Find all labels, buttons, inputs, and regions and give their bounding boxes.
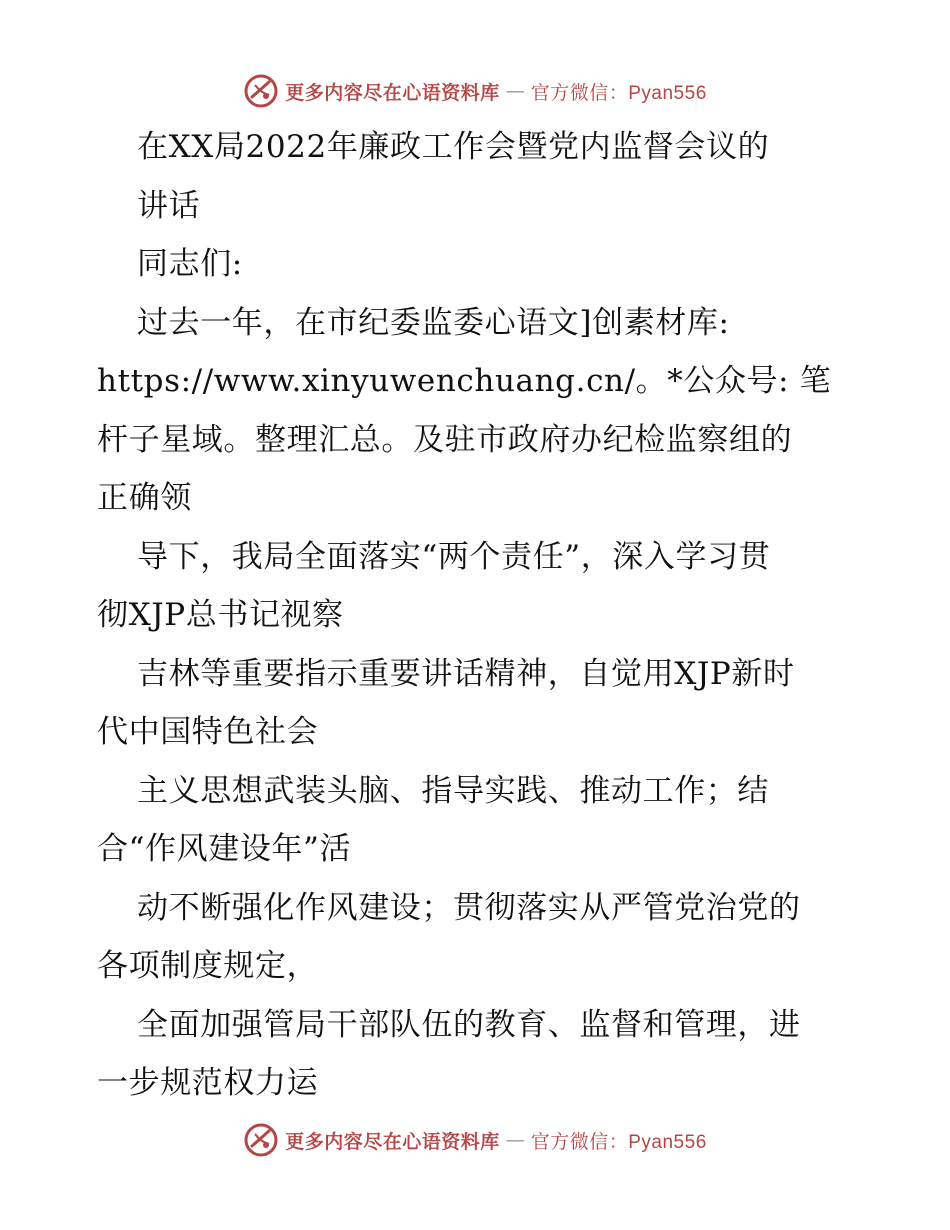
banner-separator: —	[505, 80, 525, 102]
text-line: 动不断强化作风建设；贯彻落实从严管党治党的	[137, 889, 801, 926]
text-line: https://www.xinyuwenchuang.cn/。*公众号: 笔	[97, 363, 832, 399]
banner-slogan: 更多内容尽在心语资料库	[285, 81, 500, 104]
text-line: 主义思想武装头脑、指导实践、推动工作；结	[137, 772, 769, 809]
text-line: 全面加强管局干部队伍的教育、监督和管理，进	[137, 1006, 801, 1043]
text-line: 正确领	[97, 480, 192, 516]
banner-slogan: 更多内容尽在心语资料库	[285, 1130, 500, 1153]
header-banner	[0, 71, 950, 111]
text-line: 一步规范权力运	[97, 1065, 319, 1101]
text-line: 各项制度规定，	[97, 948, 319, 984]
title-line-2: 讲话	[137, 187, 201, 224]
logo-icon	[243, 1122, 279, 1158]
logo-icon	[243, 73, 279, 109]
text-line: 吉林等重要指示重要讲话精神，自觉用XJP新时	[137, 655, 795, 692]
banner-contact: 官方微信：Pyan556	[530, 82, 707, 104]
text-line: 导下，我局全面落实“两个责任”，深入学习贯	[137, 538, 771, 575]
text-line: 代中国特色社会	[97, 714, 319, 750]
banner-separator: —	[505, 1129, 525, 1151]
text-line: 过去一年，在市纪委监委心语文]创素材库:	[137, 304, 730, 341]
text-line: 杆子星域。整理汇总。及驻市政府办纪检监察组的	[97, 421, 793, 458]
footer-banner	[0, 1120, 950, 1160]
text-line: 合“作风建设年”活	[97, 831, 352, 867]
salutation: 同志们:	[137, 246, 243, 282]
document-body	[97, 118, 857, 1113]
text-line: 彻XJP总书记视察	[97, 597, 344, 633]
title-line-1: 在XX局2022年廉政工作会暨党内监督会议的	[137, 129, 770, 165]
banner-contact: 官方微信：Pyan556	[530, 1131, 707, 1153]
